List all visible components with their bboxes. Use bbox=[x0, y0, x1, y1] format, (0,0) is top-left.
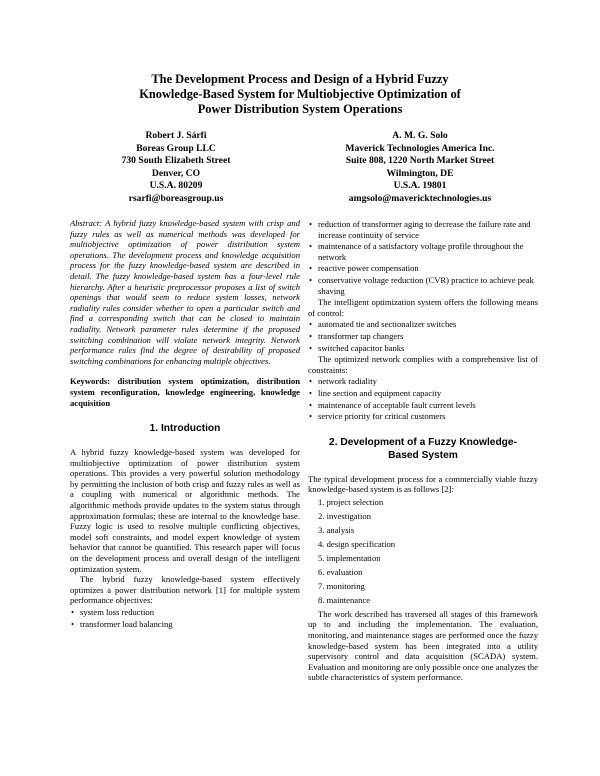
author-org: Maverick Technologies America Inc. bbox=[345, 142, 495, 154]
title-line: Knowledge-Based System for Multiobjective Optimization of bbox=[139, 87, 461, 101]
section-2-paragraph: The typical development process for a commercially viable fuzzy knowledge-based system is as follows [2]: bbox=[308, 473, 538, 495]
section-1-paragraph: The hybrid fuzzy knowledge-based system effectively optimizes a power distribution network [1] for multiple system performance objectives: bbox=[70, 574, 300, 606]
author-name: A. M. G. Solo bbox=[392, 130, 448, 141]
author-address: 730 South Elizabeth Street bbox=[121, 155, 231, 167]
paper-title bbox=[60, 72, 540, 117]
author-city: Wilmington, DE bbox=[386, 167, 454, 179]
list-item: 2. investigation bbox=[318, 510, 371, 521]
objectives-list-continued bbox=[308, 219, 538, 296]
author-name: Robert J. Sárfi bbox=[145, 130, 207, 141]
author-country: U.S.A. 19801 bbox=[393, 180, 447, 192]
right-column bbox=[308, 218, 538, 683]
objectives-list bbox=[70, 607, 300, 629]
author-org: Boreas Group LLC bbox=[136, 142, 216, 154]
keywords: Keywords: distribution system optimization, distribution system reconfiguration, knowledge engineering, knowledge acquisition bbox=[70, 376, 300, 408]
list-item: • network radiality bbox=[308, 376, 538, 387]
section-2-heading bbox=[308, 436, 538, 462]
list-item: • automated tie and sectionalizer switches bbox=[308, 319, 538, 330]
constraints-list bbox=[308, 376, 538, 421]
development-steps-list bbox=[308, 497, 538, 605]
section-1-heading: 1. Introduction bbox=[149, 423, 221, 435]
list-item: • service priority for critical customers bbox=[308, 411, 538, 422]
author-block-1 bbox=[56, 130, 296, 206]
list-item: • transformer tap changers bbox=[308, 331, 538, 342]
author-block-2 bbox=[300, 130, 540, 206]
heading-line: Based System bbox=[388, 449, 458, 461]
author-email: amgsolo@mavericktechnologies.us bbox=[348, 192, 492, 204]
list-item: • maintenance of a satisfactory voltage profile throughout the network bbox=[308, 241, 538, 262]
author-address: Suite 808, 1220 North Market Street bbox=[345, 155, 495, 167]
list-item: • conservative voltage reduction (CVR) practice to achieve peak shaving bbox=[308, 275, 538, 296]
heading-line: 2. Development of a Fuzzy Knowledge- bbox=[329, 436, 517, 448]
list-item: 5. implementation bbox=[318, 552, 381, 563]
list-item: 8. maintenance bbox=[318, 594, 371, 605]
section-1-paragraph: A hybrid fuzzy knowledge-based system was developed for multiobjective optimization of power distribution system operations. This provides a very powerful solution methodology by permitting the inclusion of both crisp and fuzzy rules as well as a coupling with numerical or algorithmic methods. The algorithmic methods provide updates to the system status through approximation formulas; these are internal to the knowledge base. Fuzzy logic is used to resolve multiple conflicting objectives, model soft constraints, and model expert knowledge of system behavior that cannot be quantified. This research paper will focus on the development process and overall design of the intelligent optimization system. bbox=[70, 447, 300, 574]
list-item: • reactive power compensation bbox=[308, 263, 538, 274]
controls-list bbox=[308, 319, 538, 353]
list-item: 3. analysis bbox=[318, 524, 355, 535]
list-item: • transformer load balancing bbox=[70, 619, 300, 630]
list-item: 7. monitoring bbox=[318, 580, 365, 591]
author-email: rsarfi@boreasgroup.us bbox=[128, 192, 224, 204]
list-item: 4. design specification bbox=[318, 538, 396, 549]
left-column bbox=[70, 218, 300, 630]
section-2-paragraph: The work described has traversed all stages of this framework up to and including the implementation. The evaluation, monitoring, and maintenance stages are performed once the fuzzy knowledge-based system has been integrated into a utility supervisory control and data acquisition (SCADA) system. Evaluation and monitoring are only possible once one analyzes the subtle characteristics of system performance. bbox=[308, 608, 538, 683]
author-city: Denver, CO bbox=[151, 167, 201, 179]
list-item: • reduction of transformer aging to decrease the failure rate and increase continuity of service bbox=[308, 219, 538, 240]
constraints-intro: The optimized network complies with a comprehensive list of constraints: bbox=[308, 354, 538, 375]
list-item: • system loss reduction bbox=[70, 607, 300, 618]
list-item: 6. evaluation bbox=[318, 566, 363, 577]
list-item: • switched capacitor banks bbox=[308, 343, 538, 354]
author-country: U.S.A. 80209 bbox=[149, 180, 203, 192]
list-item: • maintenance of acceptable fault current levels bbox=[308, 400, 538, 411]
controls-intro: The intelligent optimization system offers the following means of control: bbox=[308, 297, 538, 318]
abstract: Abstract: A hybrid fuzzy knowledge-based system with crisp and fuzzy rules as well as numerical methods was developed for multiobjective optimization of power distribution system operations. The development process and knowledge acquisition process for the fuzzy knowledge-based system are described in detail. The fuzzy knowledge-based system has a four-level rule hierarchy. After a heuristic preprocessor proposes a list of switch openings that would seem to reduce system losses, network radiality rules consider whether to open a particular switch and find a corresponding switch that can be closed to maintain radiality. Network parameter rules determine if the proposed switching combination will violate network integrity. Network performance rules find the degree of desirability of proposed switching combinations for enhancing multiple objectives. bbox=[70, 218, 300, 366]
title-line: The Development Process and Design of a Hybrid Fuzzy bbox=[151, 72, 449, 86]
title-line: Power Distribution System Operations bbox=[197, 102, 403, 116]
list-item: 1. project selection bbox=[318, 496, 384, 507]
list-item: • line section and equipment capacity bbox=[308, 388, 538, 399]
